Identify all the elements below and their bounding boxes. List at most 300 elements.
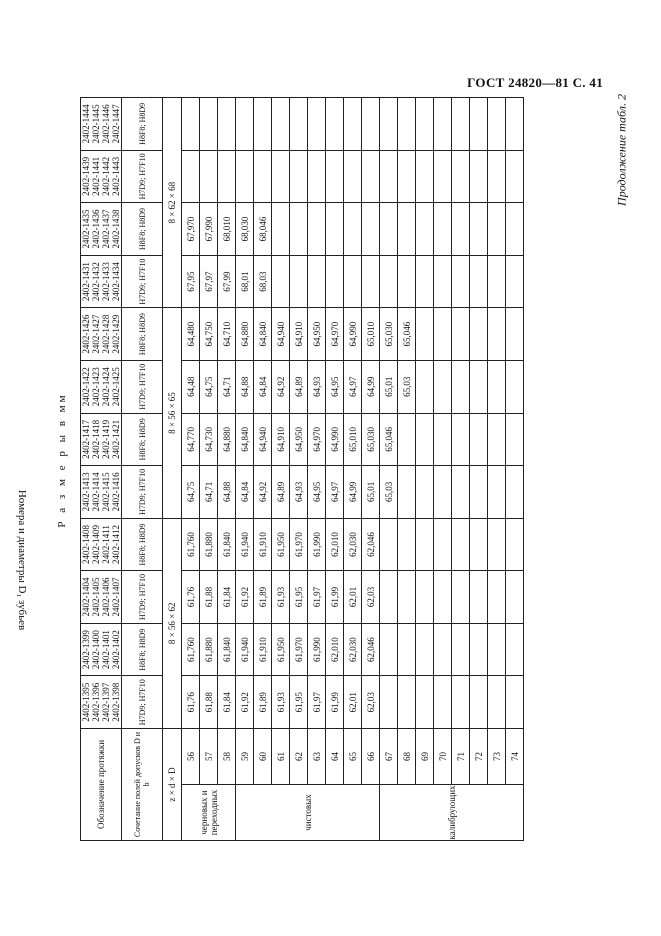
value-cell: [380, 571, 398, 624]
value-cell: 61,970: [290, 518, 308, 571]
value-cell: 61,76: [182, 571, 200, 624]
value-cell: [272, 98, 290, 151]
value-cell: [434, 571, 452, 624]
tooth-number: 61: [272, 728, 290, 784]
value-cell: [452, 676, 470, 729]
value-cell: [416, 676, 434, 729]
table-row: [326, 98, 344, 841]
value-cell: [488, 518, 506, 571]
value-cell: [434, 466, 452, 519]
value-cell: 64,940: [254, 413, 272, 466]
value-cell: [416, 150, 434, 203]
value-cell: [470, 203, 488, 256]
value-cell: 62,030: [344, 623, 362, 676]
tooth-number: 68: [398, 728, 416, 784]
rotated-table-wrapper: [80, 97, 600, 841]
value-cell: [488, 676, 506, 729]
value-cell: 61,950: [272, 623, 290, 676]
value-cell: [344, 98, 362, 151]
tooth-number: 57: [200, 728, 218, 784]
value-cell: [506, 203, 524, 256]
value-cell: [470, 466, 488, 519]
value-cell: [398, 413, 416, 466]
tolerance-cell: H7D9; H7F10: [122, 466, 163, 519]
tolerance-cell: H8F8; H8D9: [122, 203, 163, 256]
value-cell: [380, 623, 398, 676]
value-cell: 64,880: [218, 413, 236, 466]
value-cell: 64,84: [254, 360, 272, 413]
value-cell: 68,010: [218, 203, 236, 256]
value-cell: 64,75: [182, 466, 200, 519]
value-cell: 62,010: [326, 623, 344, 676]
value-cell: [398, 98, 416, 151]
code-cell: 2402-1435 2402-1436 2402-1437 2402-1438: [81, 203, 122, 256]
table-row: [416, 98, 434, 841]
tooth-number: 73: [488, 728, 506, 784]
code-cell: 2402-1444 2402-1445 2402-1446 2402-1447: [81, 98, 122, 151]
value-cell: [506, 518, 524, 571]
value-cell: 61,84: [218, 571, 236, 624]
value-cell: [308, 255, 326, 308]
value-cell: [398, 676, 416, 729]
value-cell: 68,03: [254, 255, 272, 308]
value-cell: [506, 308, 524, 361]
value-cell: 61,95: [290, 571, 308, 624]
group-size: 8 × 62 × 68: [163, 98, 182, 308]
value-cell: 64,97: [326, 466, 344, 519]
value-cell: [398, 203, 416, 256]
value-cell: [416, 413, 434, 466]
value-cell: 61,840: [218, 623, 236, 676]
table-row: [452, 98, 470, 841]
value-cell: [380, 98, 398, 151]
table-row: [254, 98, 272, 841]
table-row: [200, 98, 218, 841]
value-cell: [506, 413, 524, 466]
value-cell: 64,48: [182, 360, 200, 413]
value-cell: 62,046: [362, 518, 380, 571]
tooth-number: 74: [506, 728, 524, 784]
value-cell: 61,89: [254, 571, 272, 624]
table-row: [434, 98, 452, 841]
value-cell: [362, 203, 380, 256]
value-cell: 61,910: [254, 518, 272, 571]
value-cell: [452, 413, 470, 466]
value-cell: 61,99: [326, 676, 344, 729]
code-cell: 2402-1426 2402-1427 2402-1428 2402-1429: [81, 308, 122, 361]
value-cell: 64,750: [200, 308, 218, 361]
table-row: [290, 98, 308, 841]
value-cell: 64,92: [272, 360, 290, 413]
value-cell: 61,940: [236, 623, 254, 676]
value-cell: 61,95: [290, 676, 308, 729]
tooth-number: 70: [434, 728, 452, 784]
table-row: [272, 98, 290, 841]
value-cell: 65,010: [344, 413, 362, 466]
value-cell: [506, 360, 524, 413]
tolerance-cell: H8F8; H8D9: [122, 623, 163, 676]
value-cell: [452, 571, 470, 624]
value-cell: 65,03: [380, 466, 398, 519]
value-cell: [452, 466, 470, 519]
value-cell: 61,760: [182, 518, 200, 571]
value-cell: [488, 571, 506, 624]
value-cell: [326, 98, 344, 151]
value-cell: 64,910: [290, 308, 308, 361]
table-row: [488, 98, 506, 841]
tolerance-cell: H7D9; H7F10: [122, 360, 163, 413]
value-cell: [416, 623, 434, 676]
value-cell: [434, 360, 452, 413]
tolerance-cell: H8F8; H8D9: [122, 518, 163, 571]
code-cell: 2402-1404 2402-1405 2402-1406 2402-1407: [81, 571, 122, 624]
value-cell: [398, 150, 416, 203]
value-cell: [470, 623, 488, 676]
value-cell: 64,88: [236, 360, 254, 413]
value-cell: [470, 255, 488, 308]
tooth-number: 72: [470, 728, 488, 784]
value-cell: 65,010: [362, 308, 380, 361]
value-cell: 65,01: [362, 466, 380, 519]
tooth-number: 60: [254, 728, 272, 784]
value-cell: 64,71: [218, 360, 236, 413]
value-cell: [398, 466, 416, 519]
value-cell: [452, 98, 470, 151]
value-cell: 64,93: [290, 466, 308, 519]
value-cell: 68,030: [236, 203, 254, 256]
value-cell: 62,030: [344, 518, 362, 571]
value-cell: [398, 255, 416, 308]
value-cell: 64,970: [326, 308, 344, 361]
value-cell: 64,480: [182, 308, 200, 361]
table-row: [182, 98, 200, 841]
value-cell: 64,95: [308, 466, 326, 519]
value-cell: 68,01: [236, 255, 254, 308]
value-cell: 64,92: [254, 466, 272, 519]
value-cell: [452, 255, 470, 308]
value-cell: [344, 255, 362, 308]
value-cell: [488, 150, 506, 203]
value-cell: [488, 308, 506, 361]
value-cell: [488, 255, 506, 308]
value-cell: 61,93: [272, 676, 290, 729]
value-cell: 64,950: [290, 413, 308, 466]
table-row: [506, 98, 524, 841]
code-cell: 2402-1399 2402-1400 2402-1401 2402-1402: [81, 623, 122, 676]
value-cell: 64,88: [218, 466, 236, 519]
broach-table: [80, 97, 524, 841]
table-body: [182, 98, 524, 841]
tolerance-header: Сочетание полей допусков D и b: [122, 728, 163, 840]
value-cell: [200, 150, 218, 203]
value-cell: [254, 98, 272, 151]
value-cell: 65,030: [380, 308, 398, 361]
value-cell: [272, 150, 290, 203]
value-cell: 61,97: [308, 676, 326, 729]
value-cell: 64,990: [326, 413, 344, 466]
value-cell: [308, 203, 326, 256]
size-header: z × d × D: [163, 728, 182, 840]
value-cell: [182, 98, 200, 151]
value-cell: [200, 98, 218, 151]
group-size: 8 × 56 × 65: [163, 308, 182, 518]
value-cell: 61,92: [236, 676, 254, 729]
value-cell: 64,990: [344, 308, 362, 361]
value-cell: [290, 255, 308, 308]
value-cell: 64,84: [236, 466, 254, 519]
designation-header: Обозначение протяжки: [81, 728, 122, 840]
value-cell: [434, 308, 452, 361]
tooth-number: 62: [290, 728, 308, 784]
tooth-number: 59: [236, 728, 254, 784]
value-cell: 61,89: [254, 676, 272, 729]
value-cell: [488, 413, 506, 466]
value-cell: 61,97: [308, 571, 326, 624]
value-cell: [326, 255, 344, 308]
value-cell: 64,730: [200, 413, 218, 466]
value-cell: [434, 255, 452, 308]
value-cell: 64,950: [308, 308, 326, 361]
tolerance-cell: H7D9; H7F10: [122, 676, 163, 729]
value-cell: [416, 466, 434, 519]
table-row: [362, 98, 380, 841]
value-cell: 61,76: [182, 676, 200, 729]
value-cell: 64,970: [308, 413, 326, 466]
value-cell: [236, 98, 254, 151]
value-cell: [488, 98, 506, 151]
tooth-number: 63: [308, 728, 326, 784]
value-cell: [344, 150, 362, 203]
value-cell: [416, 98, 434, 151]
value-cell: [470, 98, 488, 151]
value-cell: [434, 413, 452, 466]
value-cell: 61,880: [200, 623, 218, 676]
value-cell: [506, 255, 524, 308]
table-row: [236, 98, 254, 841]
value-cell: 62,03: [362, 571, 380, 624]
value-cell: 61,84: [218, 676, 236, 729]
value-cell: [218, 98, 236, 151]
value-cell: 61,950: [272, 518, 290, 571]
value-cell: [506, 466, 524, 519]
table-row: [470, 98, 488, 841]
tooth-number: 66: [362, 728, 380, 784]
value-cell: [380, 255, 398, 308]
value-cell: 64,910: [272, 413, 290, 466]
value-cell: [416, 255, 434, 308]
tooth-number: 67: [380, 728, 398, 784]
value-cell: 67,95: [182, 255, 200, 308]
tolerance-cell: H7D9; H7F10: [122, 150, 163, 203]
value-cell: 68,046: [254, 203, 272, 256]
tooth-number: 69: [416, 728, 434, 784]
value-cell: [452, 623, 470, 676]
code-cell: 2402-1422 2402-1423 2402-1424 2402-1425: [81, 360, 122, 413]
value-cell: [452, 360, 470, 413]
value-cell: 61,880: [200, 518, 218, 571]
value-cell: [488, 623, 506, 676]
value-cell: 64,71: [200, 466, 218, 519]
value-cell: [506, 676, 524, 729]
value-cell: [488, 203, 506, 256]
value-cell: [416, 518, 434, 571]
value-cell: 61,93: [272, 571, 290, 624]
value-cell: [452, 308, 470, 361]
code-cell: 2402-1395 2402-1396 2402-1397 2402-1398: [81, 676, 122, 729]
value-cell: 62,03: [362, 676, 380, 729]
value-cell: [290, 98, 308, 151]
value-cell: 64,89: [290, 360, 308, 413]
value-cell: 61,940: [236, 518, 254, 571]
value-cell: [254, 150, 272, 203]
value-cell: 61,760: [182, 623, 200, 676]
value-cell: [380, 518, 398, 571]
value-cell: 61,910: [254, 623, 272, 676]
value-cell: 61,88: [200, 571, 218, 624]
value-cell: [452, 518, 470, 571]
value-cell: [416, 203, 434, 256]
value-cell: [218, 150, 236, 203]
value-cell: [398, 623, 416, 676]
table-row: [380, 98, 398, 841]
tooth-number: 65: [344, 728, 362, 784]
value-cell: 67,97: [200, 255, 218, 308]
value-cell: 64,89: [272, 466, 290, 519]
tolerance-cell: H8F8; H8D9: [122, 413, 163, 466]
value-cell: [380, 676, 398, 729]
code-cell: 2402-1431 2402-1432 2402-1433 2402-1434: [81, 255, 122, 308]
value-cell: 61,88: [200, 676, 218, 729]
value-cell: 67,99: [218, 255, 236, 308]
value-cell: 64,940: [272, 308, 290, 361]
value-cell: [452, 150, 470, 203]
value-cell: [488, 360, 506, 413]
value-cell: [308, 150, 326, 203]
value-cell: 64,97: [344, 360, 362, 413]
value-cell: 64,840: [236, 413, 254, 466]
value-cell: [416, 308, 434, 361]
value-cell: [290, 150, 308, 203]
page-header: ГОСТ 24820—81 С. 41: [467, 75, 603, 90]
value-cell: [488, 466, 506, 519]
value-cell: [470, 360, 488, 413]
value-cell: 61,990: [308, 518, 326, 571]
value-cell: [470, 308, 488, 361]
value-cell: [326, 150, 344, 203]
group-size: 8 × 56 × 62: [163, 518, 182, 728]
tolerance-cell: H7D9; H7F10: [122, 571, 163, 624]
row-group-label: черновых и переходных: [182, 785, 236, 841]
value-cell: 64,710: [218, 308, 236, 361]
value-cell: 64,75: [200, 360, 218, 413]
value-cell: 64,95: [326, 360, 344, 413]
value-cell: [290, 203, 308, 256]
value-cell: 65,046: [380, 413, 398, 466]
value-cell: 61,990: [308, 623, 326, 676]
value-cell: 64,770: [182, 413, 200, 466]
value-cell: 64,99: [344, 466, 362, 519]
value-cell: 67,970: [182, 203, 200, 256]
value-cell: [308, 98, 326, 151]
value-cell: [434, 676, 452, 729]
value-cell: [380, 203, 398, 256]
value-cell: [326, 203, 344, 256]
tolerance-cell: H8F8; H8D9: [122, 308, 163, 361]
value-cell: [272, 203, 290, 256]
value-cell: 61,92: [236, 571, 254, 624]
value-cell: [506, 98, 524, 151]
value-cell: [470, 413, 488, 466]
value-cell: [398, 518, 416, 571]
value-cell: [470, 518, 488, 571]
tooth-number: 71: [452, 728, 470, 784]
value-cell: [362, 255, 380, 308]
value-cell: [506, 571, 524, 624]
value-cell: 62,01: [344, 676, 362, 729]
tolerance-cell: H8F8; H8D9: [122, 98, 163, 151]
value-cell: [470, 676, 488, 729]
value-cell: 64,99: [362, 360, 380, 413]
value-cell: [470, 571, 488, 624]
value-cell: [470, 150, 488, 203]
code-cell: 2402-1413 2402-1414 2402-1415 2402-1416: [81, 466, 122, 519]
row-group-label: чистовых: [236, 785, 380, 841]
tooth-number: 64: [326, 728, 344, 784]
value-cell: [506, 623, 524, 676]
value-cell: 65,03: [398, 360, 416, 413]
table-row: [308, 98, 326, 841]
value-cell: [362, 150, 380, 203]
row-group-label: калибрующих: [380, 785, 524, 841]
value-cell: [362, 98, 380, 151]
table-row: [398, 98, 416, 841]
value-cell: [506, 150, 524, 203]
code-cell: 2402-1417 2402-1418 2402-1419 2402-1421: [81, 413, 122, 466]
rotated-table: [80, 97, 600, 841]
tooth-number: 58: [218, 728, 236, 784]
value-cell: 65,030: [362, 413, 380, 466]
code-cell: 2402-1439 2402-1441 2402-1442 2402-1443: [81, 150, 122, 203]
value-cell: [344, 203, 362, 256]
value-cell: [434, 150, 452, 203]
tooth-number: 56: [182, 728, 200, 784]
table-row: [344, 98, 362, 841]
value-cell: [380, 150, 398, 203]
value-cell: 64,840: [254, 308, 272, 361]
value-cell: 61,840: [218, 518, 236, 571]
value-cell: 65,046: [398, 308, 416, 361]
value-cell: [416, 360, 434, 413]
value-cell: 67,990: [200, 203, 218, 256]
value-cell: 62,046: [362, 623, 380, 676]
value-cell: 61,970: [290, 623, 308, 676]
value-cell: [272, 255, 290, 308]
value-cell: [452, 203, 470, 256]
value-cell: [434, 98, 452, 151]
table-row: [218, 98, 236, 841]
value-cell: 61,99: [326, 571, 344, 624]
value-cell: [398, 571, 416, 624]
value-cell: [434, 518, 452, 571]
value-cell: 62,010: [326, 518, 344, 571]
tolerance-cell: H7D9; H7F10: [122, 255, 163, 308]
value-cell: 64,880: [236, 308, 254, 361]
code-cell: 2402-1408 2402-1409 2402-1411 2402-1412: [81, 518, 122, 571]
value-cell: [434, 203, 452, 256]
value-cell: [236, 150, 254, 203]
value-cell: [416, 571, 434, 624]
value-cell: 65,01: [380, 360, 398, 413]
